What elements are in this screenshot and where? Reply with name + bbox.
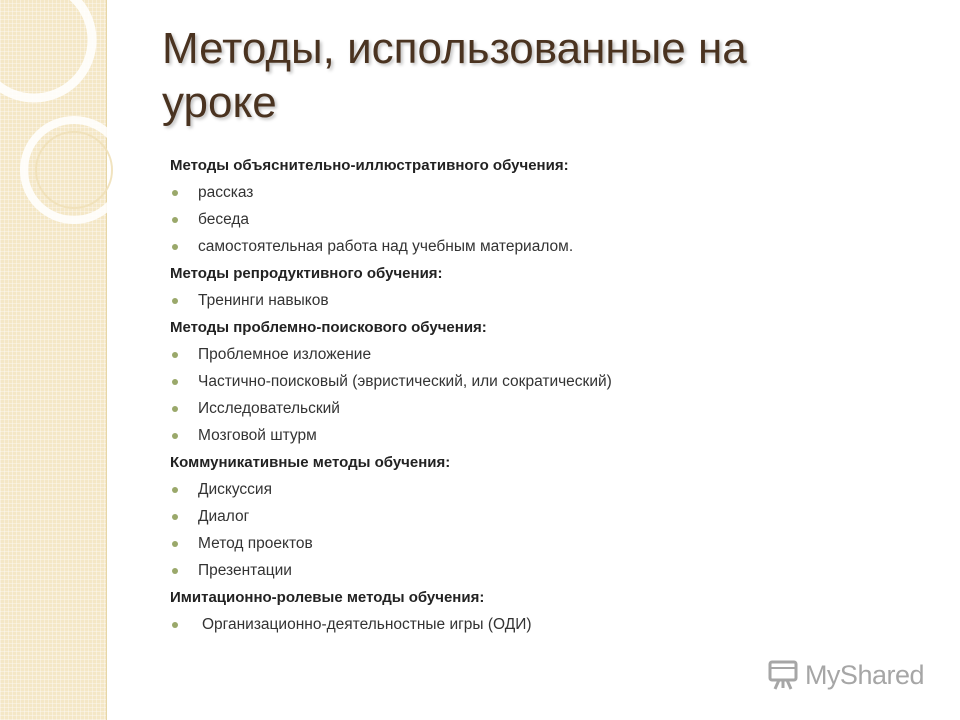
list-item <box>170 557 730 584</box>
list-item <box>170 233 730 260</box>
list-item <box>170 341 730 368</box>
bullet-dot-icon <box>172 541 178 547</box>
list-item <box>170 395 730 422</box>
bullet-dot-icon <box>172 352 178 358</box>
list-item-text: Мозговой штурм <box>198 427 317 444</box>
list-item <box>170 206 730 233</box>
bullet-list <box>170 287 730 314</box>
section-communicative <box>170 449 730 584</box>
list-item <box>170 611 730 638</box>
list-item <box>170 287 730 314</box>
list-item-text: беседа <box>198 211 250 228</box>
list-item-text: Организационно-деятельностные игры (ОДИ) <box>202 616 532 633</box>
slide-content <box>170 152 730 638</box>
bullet-dot-icon <box>172 244 178 250</box>
list-item-text: Исследовательский <box>198 400 340 417</box>
bullet-list <box>170 341 730 449</box>
section-problem-search <box>170 314 730 449</box>
section-heading: Имитационно-ролевые методы обучения: <box>170 589 485 606</box>
myshared-watermark <box>767 658 924 692</box>
list-item-text: Презентации <box>198 562 292 579</box>
bullet-list <box>170 611 730 638</box>
list-item <box>170 179 730 206</box>
bullet-dot-icon <box>172 217 178 223</box>
list-item-text: Метод проектов <box>198 535 313 552</box>
list-item <box>170 422 730 449</box>
list-item <box>170 476 730 503</box>
list-item-text: Тренинги навыков <box>198 292 329 309</box>
section-heading: Коммуникативные методы обучения: <box>170 454 451 471</box>
bullet-dot-icon <box>172 406 178 412</box>
bullet-dot-icon <box>172 433 178 439</box>
list-item-text: Проблемное изложение <box>198 346 372 363</box>
bullet-list <box>170 179 730 260</box>
section-heading: Методы репродуктивного обучения: <box>170 265 443 282</box>
slide-title: Методы, использованные на уроке <box>162 24 747 127</box>
brand-text: MyShared <box>804 659 924 690</box>
list-item-text: самостоятельная работа над учебным материалом. <box>198 238 574 255</box>
decorative-rings <box>0 0 120 260</box>
list-item <box>170 503 730 530</box>
list-item-text: Частично-поисковый (эвристический, или сократический) <box>198 373 612 390</box>
section-role-play <box>170 584 730 638</box>
list-item-text: Диалог <box>198 508 250 525</box>
section-reproductive <box>170 260 730 314</box>
presentation-board-icon <box>767 658 801 692</box>
section-heading: Методы проблемно-поискового обучения: <box>170 319 487 336</box>
bullet-dot-icon <box>172 379 178 385</box>
bullet-dot-icon <box>172 298 178 304</box>
list-item <box>170 368 730 395</box>
bullet-dot-icon <box>172 487 178 493</box>
section-heading: Методы объяснительно-иллюстративного обучения: <box>170 157 569 174</box>
bullet-dot-icon <box>172 622 178 628</box>
bullet-dot-icon <box>172 514 178 520</box>
list-item-text: Дискуссия <box>198 481 272 498</box>
bullet-list <box>170 476 730 584</box>
bullet-dot-icon <box>172 568 178 574</box>
list-item <box>170 530 730 557</box>
section-explanatory <box>170 152 730 260</box>
list-item-text: рассказ <box>198 184 254 201</box>
bullet-dot-icon <box>172 190 178 196</box>
